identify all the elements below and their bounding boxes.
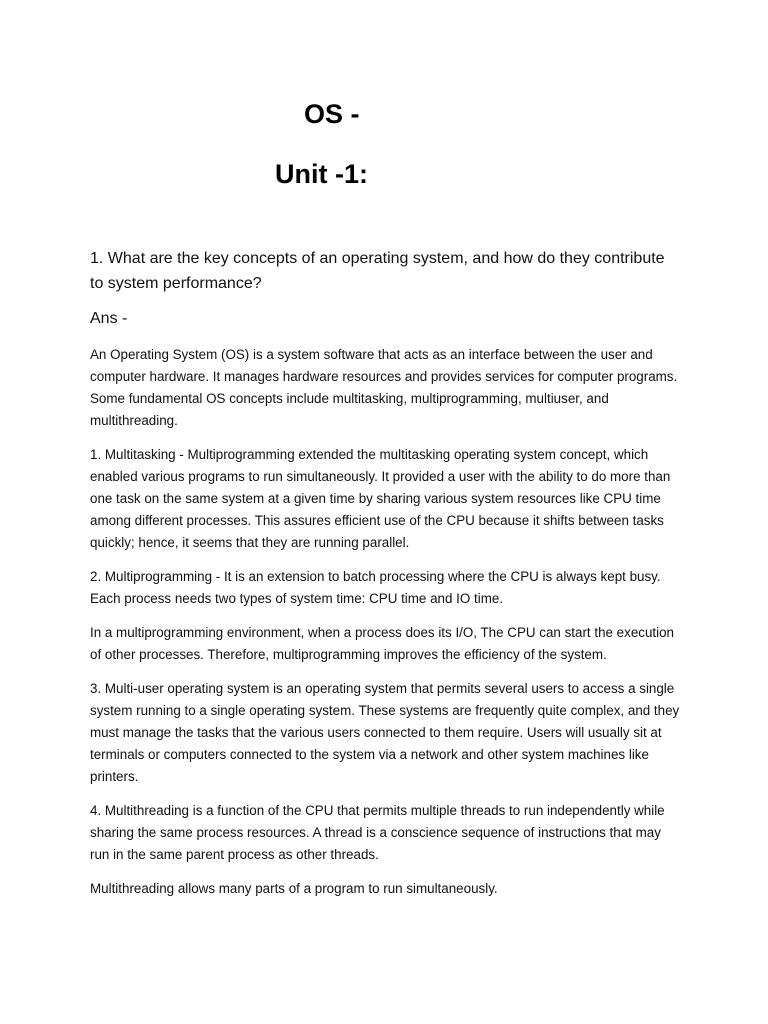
- paragraph-multitasking: 1. Multitasking - Multiprogramming extended the multitasking operating system concept, which enabled various programs to run simultaneously. It provided a user with the ability to do more than one task on the same system at a given time by sharing various system resources like CPU time among different processes. This assures efficient use of the CPU because it shifts between tasks quickly; hence, it seems that they are running parallel.: [90, 447, 671, 550]
- paragraph-multi-user: 3. Multi-user operating system is an operating system that permits several users to access a single system running to a single operating system. These systems are frequently quite complex, and they must manage the tasks that the various users connected to them require. Users will usually sit at terminals or computers connected to the system via a network and other system machines like printers.: [90, 681, 680, 784]
- document-body: [90, 246, 680, 912]
- document-title: OS -: [304, 99, 360, 129]
- paragraph-multithreading-summary: Multithreading allows many parts of a program to run simultaneously.: [90, 881, 498, 896]
- paragraph-intro: An Operating System (OS) is a system software that acts as an interface between the user and computer hardware. It manages hardware resources and provides services for computer programs. Some fundamental OS concepts include multitasking, multiprogramming, multiuser, and multithreading.: [90, 347, 678, 428]
- question-text: 1. What are the key concepts of an operating system, and how do they contribute to system performance?: [90, 250, 665, 292]
- paragraph-multithreading: 4. Multithreading is a function of the CPU that permits multiple threads to run independently while sharing the same process resources. A thread is a conscience sequence of instructions that may run in the same parent process as other threads.: [90, 803, 665, 862]
- answer-label: Ans -: [90, 310, 128, 327]
- paragraph-multiprogramming-environment: In a multiprogramming environment, when a process does its I/O, The CPU can start the execution of other processes. Therefore, multiprogramming improves the efficiency of the system.: [90, 625, 675, 662]
- unit-heading: Unit -1:: [275, 159, 368, 189]
- paragraph-multiprogramming: 2. Multiprogramming - It is an extension to batch processing where the CPU is always kept busy. Each process needs two types of system time: CPU time and IO time.: [90, 569, 661, 606]
